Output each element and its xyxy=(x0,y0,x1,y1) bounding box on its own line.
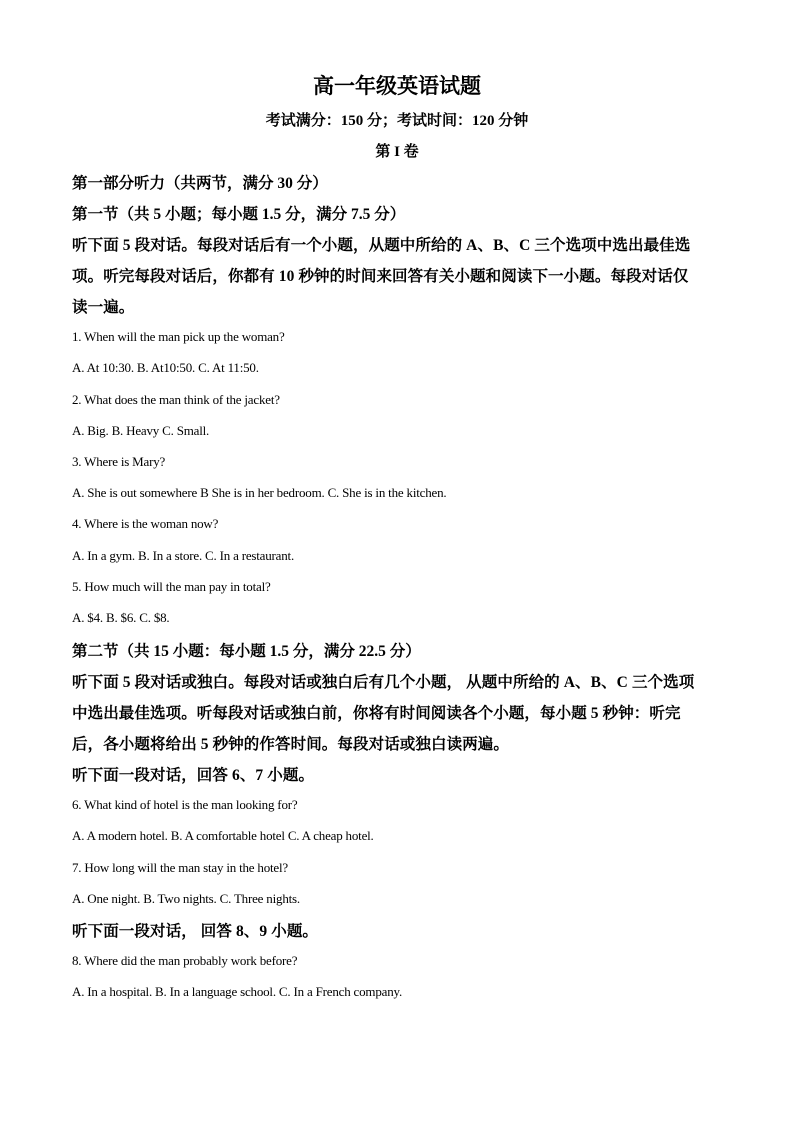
question-5: 5. How much will the man pay in total? xyxy=(72,579,271,594)
group-heading-8-9: 听下面一段对话， 回答 8、9 小题。 xyxy=(72,923,319,940)
section2-instruction-line: 中选出最佳选项。听每段对话或独白前，你将有时间阅读各个小题，每小题 5 秒钟：听完 xyxy=(72,705,681,722)
exam-title: 高一年级英语试题 xyxy=(313,74,481,98)
question-2-options: A. Big. B. Heavy C. Small. xyxy=(72,423,210,438)
part1-heading: 第一部分听力（共两节，满分 30 分） xyxy=(72,175,328,192)
question-1-options: A. At 10:30. B. At10:50. C. At 11:50. xyxy=(72,360,259,375)
question-7-options: A. One night. B. Two nights. C. Three nights. xyxy=(72,891,300,906)
section2-instruction-line: 后，各小题将给出 5 秒钟的作答时间。每段对话或独白读两遍。 xyxy=(72,736,510,753)
volume-label: 第 I 卷 xyxy=(375,144,419,160)
question-6: 6. What kind of hotel is the man looking for? xyxy=(72,797,298,812)
question-4: 4. Where is the woman now? xyxy=(72,516,219,531)
section1-instruction-line: 项。听完每段对话后，你都有 10 秒钟的时间来回答有关小题和阅读下一小题。每段对话仅 xyxy=(72,268,689,285)
section1-instruction-line: 听下面 5 段对话。每段对话后有一个小题，从题中所给的 A、B、C 三个选项中选出最佳选 xyxy=(72,237,691,254)
question-4-options: A. In a gym. B. In a store. C. In a restaurant. xyxy=(72,548,295,563)
section1-instruction-line: 读一遍。 xyxy=(72,299,135,316)
question-7: 7. How long will the man stay in the hotel? xyxy=(72,860,288,875)
question-1: 1. When will the man pick up the woman? xyxy=(72,329,285,344)
question-3: 3. Where is Mary? xyxy=(72,454,166,469)
exam-info: 考试满分：150 分；考试时间：120 分钟 xyxy=(265,113,529,129)
question-2: 2. What does the man think of the jacket? xyxy=(72,392,280,407)
question-8: 8. Where did the man probably work before? xyxy=(72,953,298,968)
section2-heading: 第二节（共 15 小题：每小题 1.5 分，满分 22.5 分） xyxy=(72,643,421,660)
question-5-options: A. $4. B. $6. C. $8. xyxy=(72,610,170,625)
group-heading-6-7: 听下面一段对话，回答 6、7 小题。 xyxy=(72,767,315,784)
question-3-options: A. She is out somewhere B She is in her bedroom. C. She is in the kitchen. xyxy=(72,485,447,500)
section1-heading: 第一节（共 5 小题；每小题 1.5 分，满分 7.5 分） xyxy=(72,206,406,223)
question-8-options: A. In a hospital. B. In a language school. C. In a French company. xyxy=(72,984,403,999)
section2-instruction-line: 听下面 5 段对话或独白。每段对话或独白后有几个小题， 从题中所给的 A、B、C 三个选项 xyxy=(72,674,695,691)
question-6-options: A. A modern hotel. B. A comfortable hotel C. A cheap hotel. xyxy=(72,828,374,843)
